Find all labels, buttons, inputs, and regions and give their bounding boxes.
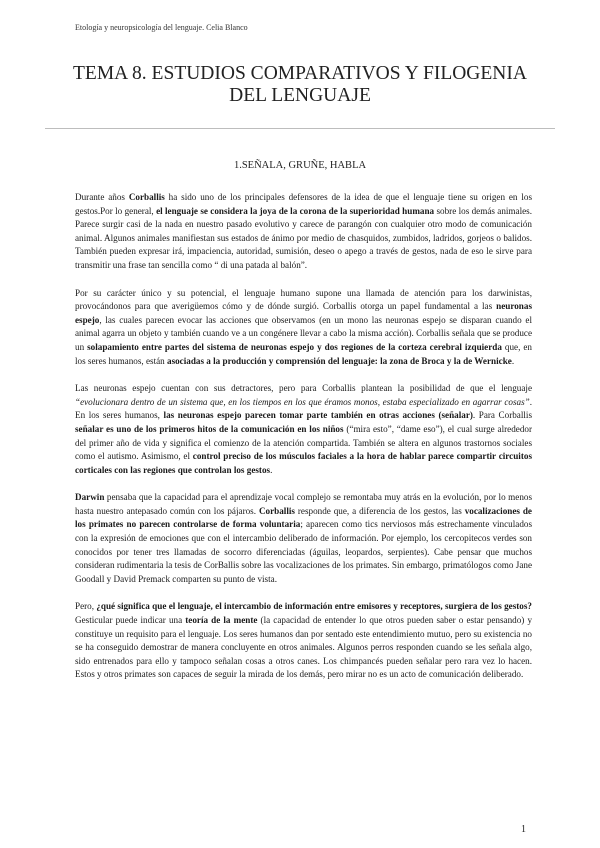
paragraph-theory-of-mind [75,600,532,682]
text-run: ha sido uno de los principales defensores de la idea de que el lenguaje tiene su origen en los gestos.Por lo general, [75,192,532,216]
bold-term: Darwin [75,492,105,503]
paragraph-mirror-neurons [75,287,532,369]
title-divider [45,128,555,129]
text-run: Por su carácter único y su potencial, el lenguaje humano supone una llamada de atención para los darwinistas, provocándonos para que averigüemos cómo y de dónde surgió. Corballis otorga un papel fundamental a las [75,287,532,312]
text-run: , las cuales parecen evocar las acciones que observamos (en un mono las neuronas espejo se disparan cuando el animal agarra un objeto y también cuando ve a un congénere llevar a cabo la misma acción). Corballis señala que se produce un [75,314,532,352]
text-run: pensaba que la capacidad para el aprendizaje vocal complejo se remontaba muy atrás en la evolución, por lo menos hasta nuestro antepasado común con los pájaros. [75,492,532,516]
text-run: . Para Corballis [472,410,533,421]
running-header: Etología y neuropsicología del lenguaje. Celia Blanco [75,23,248,32]
section-heading: 1.SEÑALA, GRUÑE, HABLA [233,160,367,171]
bold-term: señalar es uno de los primeros hitos de la comunicación en los niños [75,423,344,434]
bold-term: Corballis [258,505,295,516]
text-run: Durante años [75,192,129,202]
bold-term: control preciso de los músculos faciales a la hora de hablar parece compartir circuitos corticales con las regiones que controlan los gestos [75,451,532,475]
text-run: (la capacidad de entender lo que otros pueden saber o estar pensando) y constituye un requisito para el lenguaje. Los seres humanos dan por sentado este entendimiento mutuo, pero su existencia no se ha conseguido demostrar de manera concluyente en otros animales. Algunos perros responden cuando se les señala algo, sido entrenados para ello y tampoco señalan cosas a otros canes. Los chimpancés pueden señalar pero rara vez lo hacen. Estos y otros primates son capaces de seguir la mirada de los demás, pero mirar no es un acto de comunicación deliberado. [75,615,532,680]
bold-term: vocalizaciones de los primates no parecen controlarse de forma voluntaria [75,505,532,530]
italic-quote: “evolucionara dentro de un sistema que, en los tiempos en los que éramos monos, estaba especializado en agarrar cosas” [75,396,530,407]
text-run: Pero, [75,601,97,612]
bold-term: teoría de la mente [185,615,258,626]
text-run: (“mira esto”, “dame eso”), el cual surge alrededor del primer año de vida y significa el comienzo de la atención compartida. También se altera en algunos trastornos sociales como el autismo. Asimismo, el [75,423,532,462]
bold-term: las neuronas espejo parecen tomar parte también en otras acciones (señalar) [163,410,473,421]
bold-term: asociadas a la producción y comprensión del lenguaje: la zona de Broca y la de Wernicke [167,355,512,366]
paragraph-darwin-vocalization [75,491,532,586]
bold-term: neuronas espejo [75,301,532,325]
text-run: Gesticular puede indicar una [75,615,186,626]
paragraph-corballis-intro [75,191,532,273]
text-run: Las neuronas espejo cuentan con sus detractores, pero para Corballis plantean la posibilidad de que el lenguaje [75,383,532,394]
text-run: responde que, a diferencia de los gestos, las [294,505,465,516]
bold-term: el lenguaje se considera la joya de la corona de la superioridad humana [156,205,435,216]
paragraph-pointing [75,382,532,477]
bold-term: Corballis [128,192,165,202]
bold-term: solapamiento entre partes del sistema de neuronas espejo y dos regiones de la corteza cerebral izquierda [87,341,502,352]
text-run: ; aparecen como tics nerviosos más estrechamente vinculados con la expresión de emociones que con el intercambio deliberado de información. Por ejemplo, los cercopitecos verdes son conocidos por tener tres llamadas de socorro diferenciadas (águilas, leopardos, serpientes). Cabe pensar que muchos consideran rudimentaria la tesis de CorBallis sobre las vocalizaciones de los primates. Sin embargo, primatólogos como Jane Goodall y David Premack comparten su punto de vista. [75,519,532,584]
text-run: sobre los demás animales. Parece surgir casi de la nada en nuestro pasado evolutivo y carece de parangón con cualquier otro modo de comunicación animal. Algunos animales manifiestan sus estados de ánimo por medio de chasquidos, zumbidos, ladridos, gorjeos o balidos. También pueden expresar irá, impaciencia, autoridad, sumisión, deseo o apego a través de gestos, nada de eso le sirve para transmitir una frase tan sencilla como “ di una patada al balón”. [75,205,532,270]
text-run: . [270,464,273,475]
text-run: . [511,355,515,366]
document-body [75,191,532,696]
bold-term: ¿qué significa que el lenguaje, el intercambio de información entre emisores y receptores, surgiera de los gestos? [96,601,532,612]
page-number: 1 [521,824,526,835]
page-title: TEMA 8. ESTUDIOS COMPARATIVOS Y FILOGENIA DEL LENGUAJE [73,63,527,106]
text-run: que, en los seres humanos, están [75,341,532,366]
text-run: . En los seres humanos, [75,396,532,421]
